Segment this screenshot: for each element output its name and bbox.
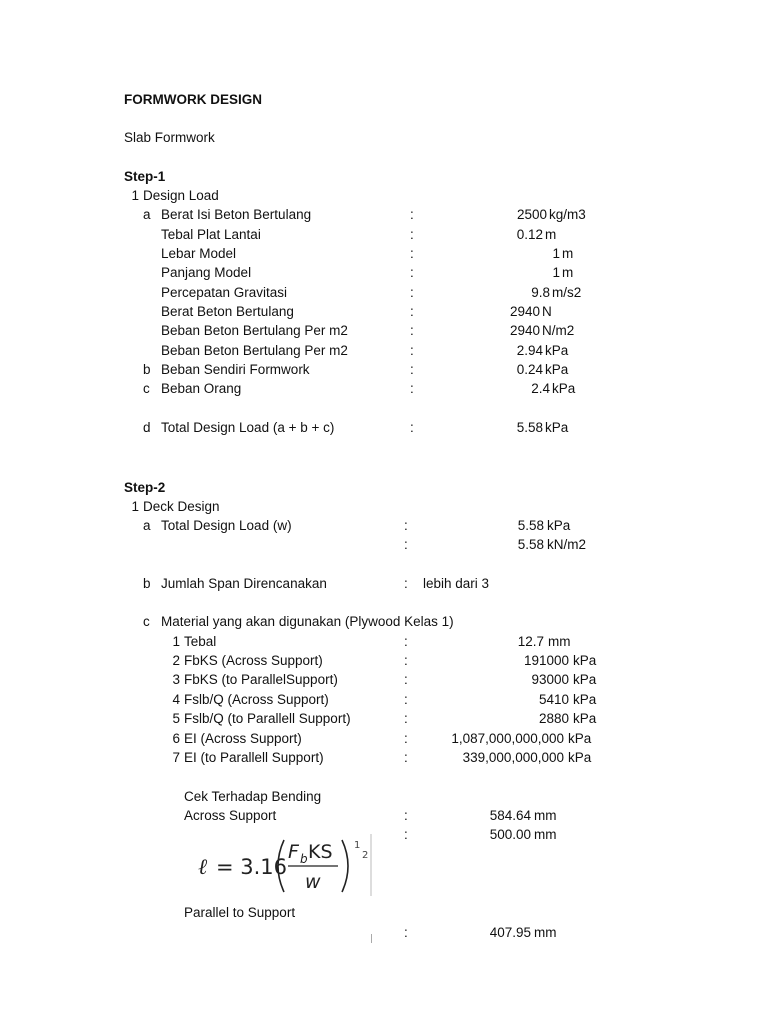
design-load-value: 1 [552,265,560,280]
row-letter: c [143,614,150,629]
step2-section-number: 1 [131,499,139,514]
material-unit: kPa [568,750,592,765]
separator: : [410,420,414,435]
design-load-label: Tebal Plat Lantai [161,227,261,242]
design-load-label: Total Design Load (a + b + c) [161,420,335,435]
design-load-unit: m/s2 [552,285,582,300]
material-label: Fslb/Q (Across Support) [184,692,329,707]
material-value: 2880 [538,711,569,726]
separator: : [404,653,408,668]
material-label: EI (to Parallell Support) [184,750,324,765]
separator: : [404,711,408,726]
span-value: lebih dari 3 [423,576,490,591]
separator: : [404,731,408,746]
formula-fragment-mark [371,934,372,943]
separator: : [404,692,408,707]
material-label: FbKS (Across Support) [184,653,323,668]
separator: : [404,537,408,552]
parallel-support-label: Parallel to Support [184,905,296,920]
design-load-label: Beban Beton Bertulang Per m2 [161,323,348,338]
separator: : [410,381,414,396]
design-load-label: Beban Sendiri Formwork [161,362,310,377]
separator: : [410,362,414,377]
parallel-support-unit: mm [534,925,557,940]
material-unit: kPa [573,672,597,687]
material-value: 12.7 [517,634,544,649]
parallel-support-value: 407.95 [489,925,531,940]
material-unit: kPa [573,653,597,668]
design-load-label: Beban Orang [161,381,242,396]
formula-coefficient: = 3.16 [216,855,288,879]
material-number: 4 [172,692,180,707]
page-title: FORMWORK DESIGN [124,92,262,107]
design-load-unit: m [562,265,574,280]
design-load-value: 2.4 [531,381,550,396]
separator: : [410,227,414,242]
design-load-value: 0.24 [516,362,543,377]
design-load-unit: kPa [545,343,569,358]
step2-heading: Step-2 [124,480,166,495]
page-subtitle: Slab Formwork [124,130,215,145]
separator: : [404,750,408,765]
design-load-unit: m [562,246,574,261]
row-letter: b [143,576,151,591]
formula-numerator-f: F [288,841,299,863]
formula-lhs: ℓ [198,854,208,879]
material-label: FbKS (to ParallelSupport) [184,672,338,687]
row-letter: c [143,381,150,396]
material-value: 93000 [531,672,569,687]
separator: : [410,265,414,280]
separator: : [404,827,408,842]
separator: : [410,285,414,300]
design-load-unit: N/m2 [542,323,575,338]
separator: : [410,323,414,338]
total-design-load-label: Total Design Load (w) [161,518,292,533]
design-load-label: Panjang Model [161,265,252,280]
design-load-value: 5.58 [516,420,543,435]
material-label: Tebal [184,634,217,649]
total-design-load-value-2: 5.58 [517,537,544,552]
separator: : [410,246,414,261]
separator: : [404,672,408,687]
design-load-unit: N [542,304,552,319]
material-label: Material yang akan digunakan (Plywood Kelas 1) [161,614,454,629]
material-number: 3 [172,672,180,687]
formula-exponent-num: 1 [354,840,361,851]
step2-section-label: Deck Design [143,499,220,514]
span-label: Jumlah Span Direncanakan [161,576,327,591]
separator: : [410,207,414,222]
material-label: EI (Across Support) [184,731,302,746]
design-load-unit: kPa [552,381,576,396]
design-load-value: 2.94 [516,343,543,358]
material-unit: kPa [573,711,597,726]
design-load-unit: kPa [545,362,569,377]
separator: : [404,518,408,533]
material-label: Fslb/Q (to Parallell Support) [184,711,351,726]
design-load-label: Berat Beton Bertulang [161,304,294,319]
design-load-unit: kPa [545,420,569,435]
formula-right-paren [342,840,348,892]
material-unit: kPa [573,692,597,707]
across-support-value-2: 500.00 [489,827,531,842]
material-value: 5410 [538,692,569,707]
separator: : [404,925,408,940]
separator: : [404,634,408,649]
separator: : [404,808,408,823]
material-number: 1 [172,634,180,649]
design-load-value: 0.12 [516,227,543,242]
material-unit: mm [548,634,571,649]
design-load-unit: m [545,227,557,242]
row-letter: b [143,362,151,377]
material-unit: kPa [568,731,592,746]
design-load-value: 2500 [516,207,547,222]
design-load-unit: kg/m3 [549,207,586,222]
step1-heading: Step-1 [124,169,166,184]
bending-heading: Cek Terhadap Bending [184,789,322,804]
design-load-label: Berat Isi Beton Bertulang [161,207,312,222]
total-design-load-value: 5.58 [517,518,544,533]
material-number: 7 [172,750,180,765]
total-design-load-unit-2: kN/m2 [547,537,587,552]
step1-section-number: 1 [131,188,139,203]
material-number: 2 [172,653,180,668]
material-value: 1,087,000,000,000 [451,731,564,746]
across-support-label: Across Support [184,808,277,823]
across-support-unit: mm [534,808,557,823]
separator: : [410,304,414,319]
design-load-value: 1 [552,246,560,261]
formula-numerator-sub: b [300,852,308,866]
material-number: 6 [172,731,180,746]
formula-exponent-den: 2 [362,850,369,861]
total-design-load-unit: kPa [547,518,571,533]
formula-numerator-ks: KS [308,841,333,863]
material-value: 191000 [523,653,569,668]
row-letter: d [143,420,151,435]
design-load-label: Percepatan Gravitasi [161,285,288,300]
separator: : [404,576,408,591]
across-support-unit-2: mm [534,827,557,842]
formula-denominator: w [305,871,321,893]
design-load-value: 2940 [509,323,540,338]
bending-formula [196,834,376,898]
row-letter: a [143,518,151,533]
design-load-value: 2940 [509,304,540,319]
design-load-value: 9.8 [531,285,550,300]
separator: : [410,343,414,358]
design-load-label: Beban Beton Bertulang Per m2 [161,343,348,358]
material-value: 339,000,000,000 [462,750,564,765]
across-support-value: 584.64 [489,808,531,823]
row-letter: a [143,207,151,222]
material-number: 5 [172,711,180,726]
design-load-label: Lebar Model [161,246,237,261]
step1-section-label: Design Load [143,188,219,203]
